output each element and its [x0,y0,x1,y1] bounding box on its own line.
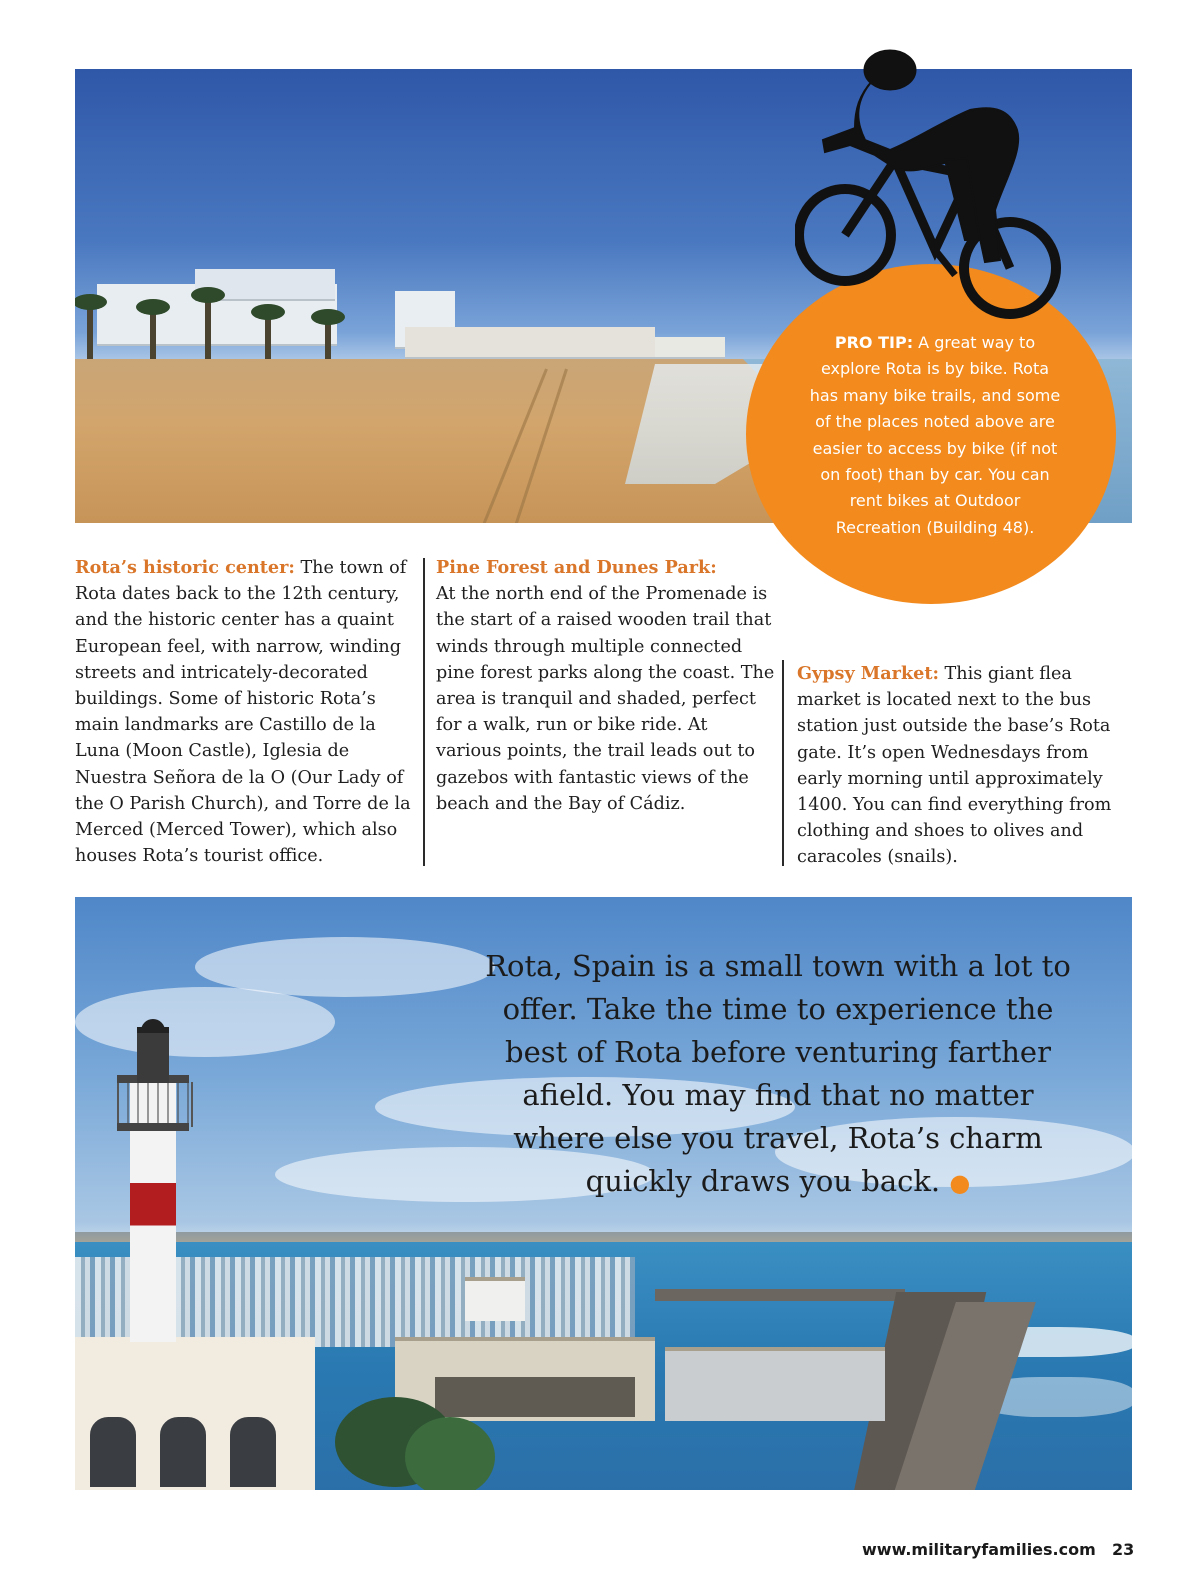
section-gypsy-market [797,661,1132,871]
section-body: At the north end of the Promenade is the start of a raised wooden trail that winds through multiple connected pine forest parks along the coast. The area is tranquil and shaded, perfect for a walk, run or bike ride. At various points, the trail leads out to gazebos with fantastic views of the beach and the Bay of Cádiz. [436,584,775,814]
footer-url[interactable]: www.militaryfamilies.com [862,1540,1096,1559]
end-mark: ● [949,1169,971,1197]
cyclist-silhouette-icon [795,40,1065,320]
column-divider [423,558,425,866]
section-body: The town of Rota dates back to the 12th century, and the historic center has a quaint European feel, with narrow, winding streets and intricately-decorated buildings. Some of historic Rota’s main landmarks are Castillo de la Luna (Moon Castle), Iglesia de Nuestra Señora de la O (Our Lady of the O Parish Church), and Torre de la Merced (Merced Tower), which also houses Rota’s tourist office. [75,558,411,867]
section-body: This giant flea market is located next to the bus station just outside the base’s Rota gate. It’s open Wednesdays from early morning until approximately 1400. You can find everything from clothing and shoes to olives and caracoles (snails). [797,664,1112,868]
column-divider [782,660,784,866]
pro-tip-text [808,330,1062,541]
pro-tip-label: PRO TIP: [834,333,914,352]
page-number: 23 [1112,1540,1135,1559]
section-historic-center [75,555,417,869]
closing-text: Rota, Spain is a small town with a lot to offer. Take the time to experience the best of Rota before venturing farther afield. You may find that no matter where else you travel, Rota’s charm quickly draws you back. [485,949,1071,1198]
section-heading: Gypsy Market: [797,663,939,684]
section-heading: Pine Forest and Dunes Park: [436,557,717,578]
section-pine-forest [436,555,776,817]
pro-tip-body: A great way to explore Rota is by bike. Rota has many bike trails, and some of the places noted above are easier to access by bike (if not on foot) than by car. You can rent bikes at Outdoor Recreation (Building 48). [809,333,1061,537]
closing-quote [480,945,1076,1205]
section-heading: Rota’s historic center: [75,557,295,578]
